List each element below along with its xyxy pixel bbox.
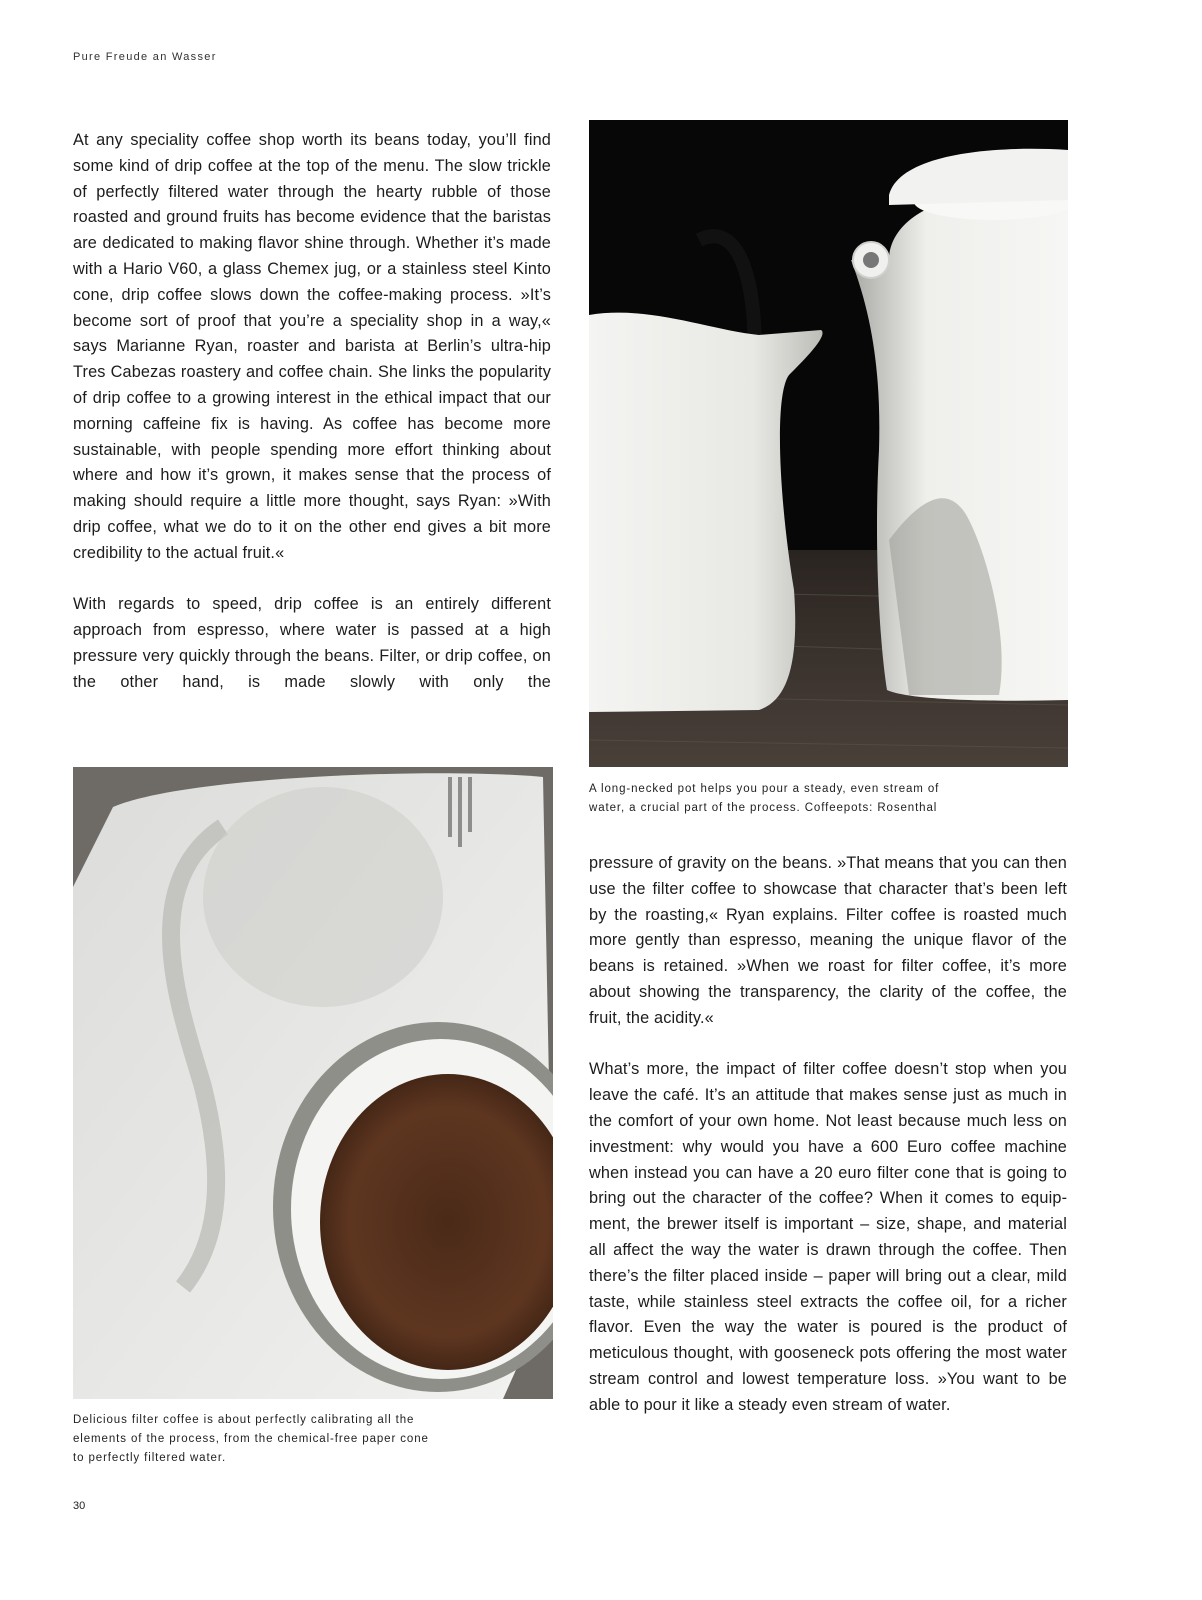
article-paragraph: With regards to speed, drip coffee is an entirely different approach from espresso, where water is passed at a high pressure very quickly through the beans. Filter, or drip coffee, on the other hand, is made slowly with only the [73, 595, 551, 691]
running-header: Pure Freude an Wasser [73, 51, 217, 63]
coffeepots-photo [589, 120, 1068, 767]
article-column-right [589, 851, 1067, 1419]
caption-line: Delicious filter coffee is about perfectly calibrating all the [73, 1414, 415, 1426]
coffee-filter-illustration [73, 767, 553, 1399]
caption-line: A long-necked pot helps you pour a steady, even stream of [589, 783, 940, 795]
coffee-filter-caption [73, 1411, 543, 1468]
article-column-left [73, 128, 551, 696]
article-paragraph: What’s more, the impact of filter coffee doesn’t stop when you leave the café. It’s an attitude that makes sense just as much in the comfort of your own home. Not least because much less on investment: why would you have a 600 Euro coffee machine when instead you can have a 20 euro filter cone that is going to bring out the character of the coffee? When it comes to equipment, the brewer itself is important – size, shape, and material all affect the way the water is drawn through the coffee. Then there’s the filter placed inside – paper will bring out a clear, mild taste, while stainless steel extracts the coffee oil, for a richer flavor. Even the way the water is poured is the product of meticulous thought, with gooseneck pots offering the most water stream control and lowest temperature loss. »You want to be able to pour it like a steady even stream of water. [589, 1060, 1067, 1414]
article-paragraph: At any speciality coffee shop worth its beans today, you’ll find some kind of drip coffee at the top of the menu. The slow trickle of perfectly filtered water through the hearty rubble of those roasted and ground fruits has become evidence that the baristas are dedicated to making flavor shine through. Whether it’s made with a Hario V60, a glass Chemex jug, or a stainless steel Kinto cone, drip coffee slows down the coffee-making process. »It’s become sort of proof that you’re a speciality shop in a way,« says Marianne Ryan, roaster and barista at Berlin’s ultra-hip Tres Cabezas roastery and coffee chain. She links the popularity of drip coffee to a growing interest in the ethical impact that our morning caffeine fix is having. As coffee has become more sustainable, with people spending more effort thinking about where and how it’s grown, it makes sense that the process of making should require a little more thought, says Ryan: »With drip coffee, what we do to it on the other end gives a bit more credibility to the actual fruit.« [73, 131, 551, 562]
caption-line: to perfectly filtered water. [73, 1452, 227, 1464]
page-number: 30 [73, 1500, 86, 1512]
caption-line: elements of the process, from the chemical-free paper cone [73, 1433, 429, 1445]
coffeepots-caption [589, 780, 1059, 818]
coffee-filter-photo [73, 767, 553, 1399]
caption-line: water, a crucial part of the process. Coffeepots: Rosenthal [589, 802, 938, 814]
coffeepots-illustration [589, 120, 1068, 767]
article-paragraph: pressure of gravity on the beans. »That means that you can then use the filter coffee to showcase that character that’s been left by the roasting,« Ryan explains. Filter coffee is roasted much more gently than espresso, meaning the unique flavor of the beans is retained. »When we roast for filter coffee, it’s more about showing the transparency, the clarity of the coffee, the fruit, the acidity.« [589, 854, 1067, 1027]
